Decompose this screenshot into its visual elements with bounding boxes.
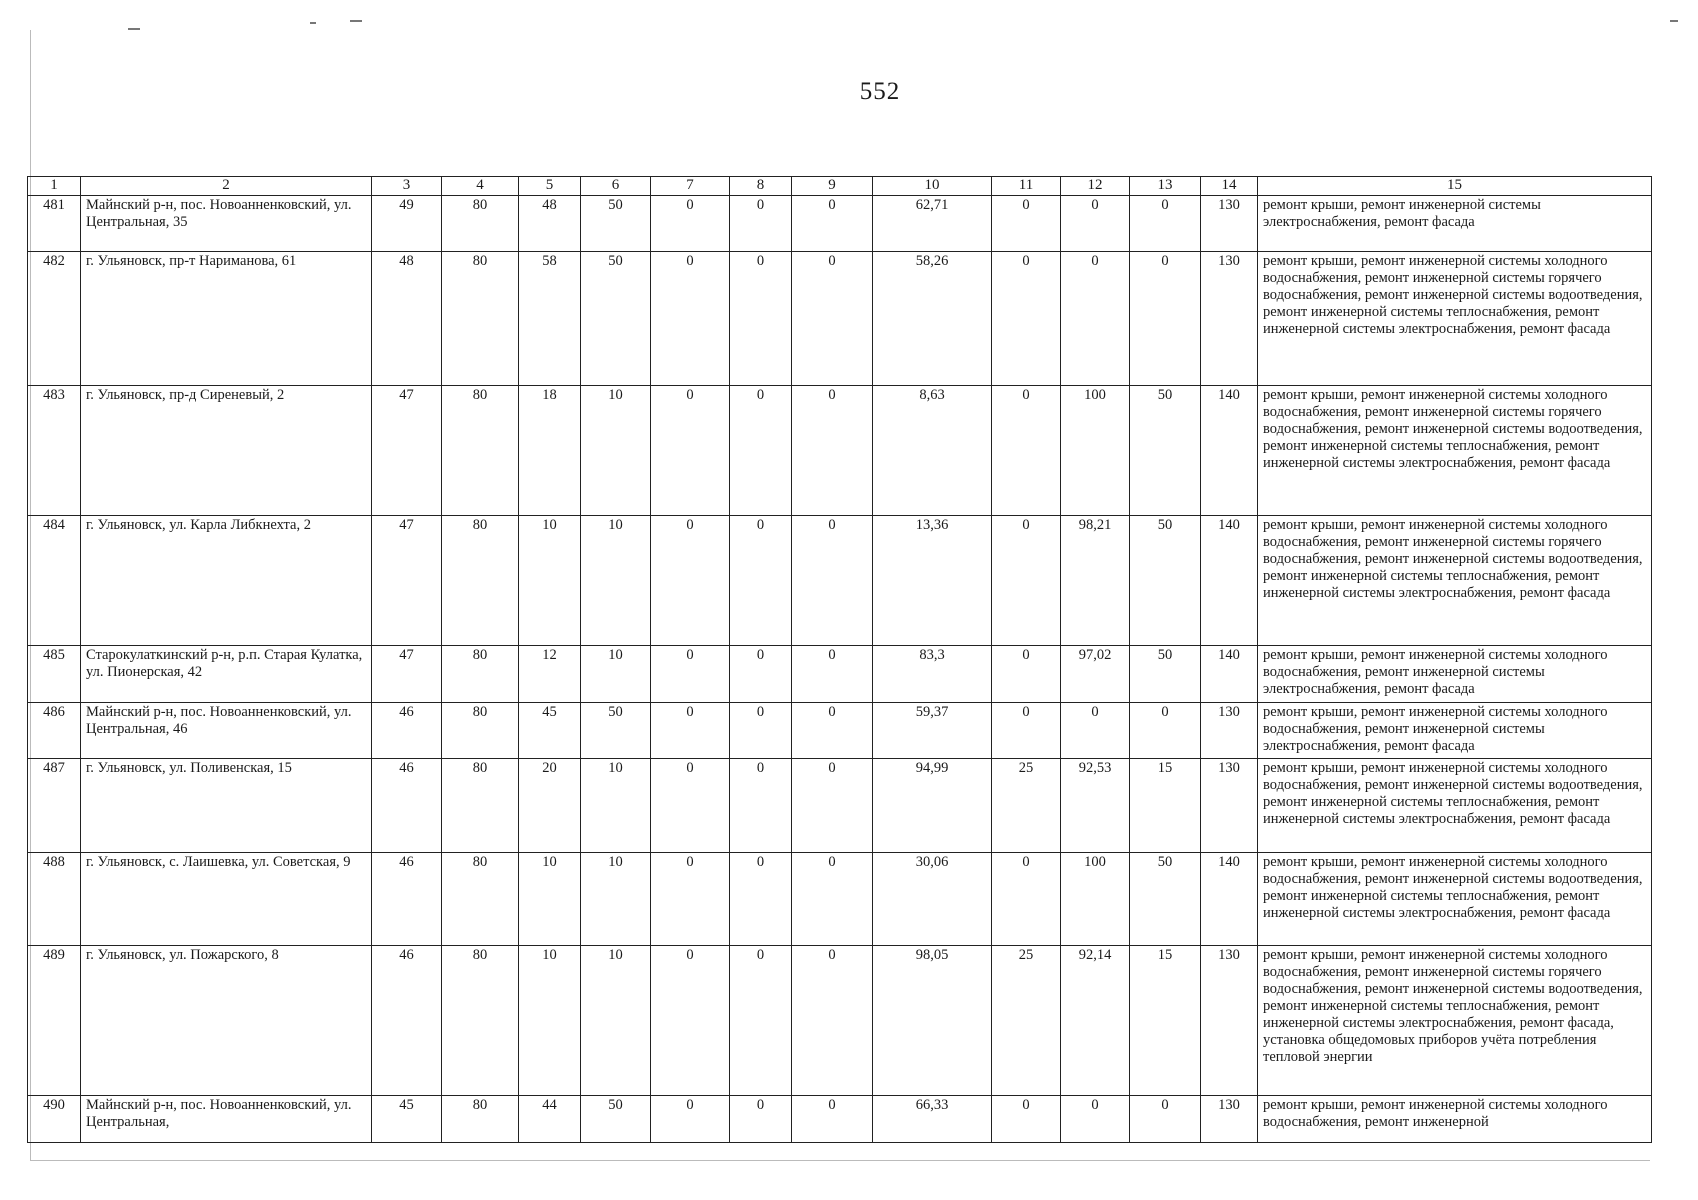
- value-cell: 140: [1201, 645, 1258, 702]
- value-cell: 13,36: [873, 515, 992, 645]
- value-cell: 0: [792, 852, 873, 945]
- table-row: [28, 251, 1652, 385]
- value-cell: 0: [992, 515, 1061, 645]
- value-cell: 0: [1061, 195, 1130, 251]
- value-cell: 80: [442, 702, 519, 758]
- value-cell: 46: [372, 945, 442, 1095]
- value-cell: 50: [1130, 852, 1201, 945]
- value-cell: 0: [1130, 195, 1201, 251]
- value-cell: 130: [1201, 1095, 1258, 1142]
- value-cell: 0: [1061, 702, 1130, 758]
- value-cell: 45: [372, 1095, 442, 1142]
- works-cell: ремонт крыши, ремонт инженерной системы электроснабжения, ремонт фасада: [1258, 195, 1652, 251]
- address-cell: г. Ульяновск, ул. Карла Либкнехта, 2: [81, 515, 372, 645]
- value-cell: 0: [651, 702, 730, 758]
- value-cell: 46: [372, 702, 442, 758]
- value-cell: 0: [730, 1095, 792, 1142]
- value-cell: 80: [442, 195, 519, 251]
- value-cell: 0: [730, 195, 792, 251]
- value-cell: 47: [372, 515, 442, 645]
- value-cell: 48: [372, 251, 442, 385]
- column-header: 5: [519, 177, 581, 196]
- value-cell: 0: [1061, 251, 1130, 385]
- table-row: [28, 1095, 1652, 1142]
- value-cell: 0: [792, 1095, 873, 1142]
- works-cell: ремонт крыши, ремонт инженерной системы холодного водоснабжения, ремонт инженерной системы горячего водоснабжения, ремонт инженерной системы водоотведения, ремонт инженерной системы теплоснабжения, ремонт инженерной системы электроснабжения, ремонт фасада: [1258, 251, 1652, 385]
- value-cell: 0: [792, 385, 873, 515]
- value-cell: 140: [1201, 852, 1258, 945]
- value-cell: 20: [519, 758, 581, 852]
- value-cell: 50: [1130, 515, 1201, 645]
- value-cell: 0: [792, 195, 873, 251]
- works-cell: ремонт крыши, ремонт инженерной системы холодного водоснабжения, ремонт инженерной: [1258, 1095, 1652, 1142]
- table-row: [28, 645, 1652, 702]
- column-header: 11: [992, 177, 1061, 196]
- value-cell: 0: [992, 385, 1061, 515]
- value-cell: 100: [1061, 852, 1130, 945]
- value-cell: 0: [730, 702, 792, 758]
- column-header: 3: [372, 177, 442, 196]
- value-cell: 0: [792, 702, 873, 758]
- row-number: 484: [28, 515, 81, 645]
- table-row: [28, 758, 1652, 852]
- value-cell: 0: [792, 945, 873, 1095]
- value-cell: 0: [1130, 702, 1201, 758]
- value-cell: 12: [519, 645, 581, 702]
- value-cell: 50: [581, 195, 651, 251]
- value-cell: 25: [992, 758, 1061, 852]
- value-cell: 0: [1061, 1095, 1130, 1142]
- value-cell: 130: [1201, 758, 1258, 852]
- page-number: 552: [859, 78, 901, 105]
- address-cell: г. Ульяновск, с. Лаишевка, ул. Советская, 9: [81, 852, 372, 945]
- value-cell: 10: [581, 852, 651, 945]
- value-cell: 80: [442, 251, 519, 385]
- value-cell: 0: [792, 758, 873, 852]
- value-cell: 10: [581, 645, 651, 702]
- value-cell: 49: [372, 195, 442, 251]
- value-cell: 10: [581, 945, 651, 1095]
- column-header: 8: [730, 177, 792, 196]
- works-cell: ремонт крыши, ремонт инженерной системы холодного водоснабжения, ремонт инженерной системы горячего водоснабжения, ремонт инженерной системы водоотведения, ремонт инженерной системы теплоснабжения, ремонт инженерной системы электроснабжения, ремонт фасада, установка общедомовых приборов учёта потребления тепловой энергии: [1258, 945, 1652, 1095]
- column-header: 12: [1061, 177, 1130, 196]
- value-cell: 80: [442, 1095, 519, 1142]
- table-row: [28, 385, 1652, 515]
- value-cell: 130: [1201, 945, 1258, 1095]
- value-cell: 80: [442, 385, 519, 515]
- value-cell: 46: [372, 758, 442, 852]
- value-cell: 10: [519, 515, 581, 645]
- column-header: 10: [873, 177, 992, 196]
- value-cell: 0: [730, 251, 792, 385]
- value-cell: 97,02: [1061, 645, 1130, 702]
- column-header: 7: [651, 177, 730, 196]
- value-cell: 0: [792, 645, 873, 702]
- table-row: [28, 852, 1652, 945]
- value-cell: 50: [581, 702, 651, 758]
- value-cell: 48: [519, 195, 581, 251]
- value-cell: 100: [1061, 385, 1130, 515]
- scan-speck: [1670, 20, 1678, 22]
- value-cell: 50: [581, 251, 651, 385]
- value-cell: 0: [651, 645, 730, 702]
- works-cell: ремонт крыши, ремонт инженерной системы холодного водоснабжения, ремонт инженерной системы электроснабжения, ремонт фасада: [1258, 702, 1652, 758]
- row-number: 483: [28, 385, 81, 515]
- row-number: 490: [28, 1095, 81, 1142]
- value-cell: 0: [651, 195, 730, 251]
- value-cell: 0: [651, 1095, 730, 1142]
- value-cell: 0: [730, 945, 792, 1095]
- address-cell: Старокулаткинский р-н, р.п. Старая Кулатка, ул. Пионерская, 42: [81, 645, 372, 702]
- value-cell: 0: [792, 515, 873, 645]
- value-cell: 0: [651, 251, 730, 385]
- value-cell: 140: [1201, 385, 1258, 515]
- housing-repair-table: [27, 176, 1652, 1143]
- value-cell: 47: [372, 645, 442, 702]
- row-number: 488: [28, 852, 81, 945]
- value-cell: 80: [442, 945, 519, 1095]
- row-number: 485: [28, 645, 81, 702]
- column-header: 15: [1258, 177, 1652, 196]
- address-cell: Майнский р-н, пос. Новоанненковский, ул. Центральная,: [81, 1095, 372, 1142]
- works-cell: ремонт крыши, ремонт инженерной системы холодного водоснабжения, ремонт инженерной системы электроснабжения, ремонт фасада: [1258, 645, 1652, 702]
- column-header: 6: [581, 177, 651, 196]
- value-cell: 0: [651, 385, 730, 515]
- address-cell: г. Ульяновск, ул. Поливенская, 15: [81, 758, 372, 852]
- value-cell: 15: [1130, 758, 1201, 852]
- value-cell: 58,26: [873, 251, 992, 385]
- column-header: 13: [1130, 177, 1201, 196]
- value-cell: 140: [1201, 515, 1258, 645]
- value-cell: 66,33: [873, 1095, 992, 1142]
- value-cell: 130: [1201, 251, 1258, 385]
- value-cell: 59,37: [873, 702, 992, 758]
- row-number: 486: [28, 702, 81, 758]
- value-cell: 83,3: [873, 645, 992, 702]
- scan-edge-bottom: [30, 1160, 1650, 1161]
- column-header: 1: [28, 177, 81, 196]
- value-cell: 92,53: [1061, 758, 1130, 852]
- scan-speck: [128, 28, 140, 30]
- value-cell: 130: [1201, 702, 1258, 758]
- table-row: [28, 515, 1652, 645]
- value-cell: 10: [519, 852, 581, 945]
- value-cell: 80: [442, 758, 519, 852]
- value-cell: 80: [442, 645, 519, 702]
- address-cell: г. Ульяновск, ул. Пожарского, 8: [81, 945, 372, 1095]
- scan-speck: [310, 22, 316, 24]
- value-cell: 0: [992, 702, 1061, 758]
- address-cell: Майнский р-н, пос. Новоанненковский, ул. Центральная, 35: [81, 195, 372, 251]
- row-number: 482: [28, 251, 81, 385]
- column-header: 2: [81, 177, 372, 196]
- value-cell: 0: [730, 758, 792, 852]
- table-row: [28, 195, 1652, 251]
- value-cell: 0: [992, 1095, 1061, 1142]
- value-cell: 92,14: [1061, 945, 1130, 1095]
- value-cell: 98,21: [1061, 515, 1130, 645]
- value-cell: 0: [992, 852, 1061, 945]
- value-cell: 94,99: [873, 758, 992, 852]
- value-cell: 80: [442, 515, 519, 645]
- table-row: [28, 702, 1652, 758]
- row-number: 481: [28, 195, 81, 251]
- value-cell: 0: [730, 852, 792, 945]
- value-cell: 25: [992, 945, 1061, 1095]
- value-cell: 0: [992, 195, 1061, 251]
- value-cell: 30,06: [873, 852, 992, 945]
- value-cell: 10: [581, 515, 651, 645]
- value-cell: 10: [581, 758, 651, 852]
- value-cell: 0: [651, 852, 730, 945]
- value-cell: 0: [651, 945, 730, 1095]
- value-cell: 0: [730, 645, 792, 702]
- value-cell: 15: [1130, 945, 1201, 1095]
- value-cell: 62,71: [873, 195, 992, 251]
- value-cell: 50: [1130, 385, 1201, 515]
- value-cell: 0: [651, 758, 730, 852]
- works-cell: ремонт крыши, ремонт инженерной системы холодного водоснабжения, ремонт инженерной системы горячего водоснабжения, ремонт инженерной системы водоотведения, ремонт инженерной системы теплоснабжения, ремонт инженерной системы электроснабжения, ремонт фасада: [1258, 515, 1652, 645]
- value-cell: 0: [792, 251, 873, 385]
- value-cell: 45: [519, 702, 581, 758]
- value-cell: 8,63: [873, 385, 992, 515]
- value-cell: 58: [519, 251, 581, 385]
- value-cell: 130: [1201, 195, 1258, 251]
- column-header: 14: [1201, 177, 1258, 196]
- value-cell: 18: [519, 385, 581, 515]
- scan-speck: [350, 20, 362, 22]
- address-cell: г. Ульяновск, пр-д Сиреневый, 2: [81, 385, 372, 515]
- address-cell: г. Ульяновск, пр-т Нариманова, 61: [81, 251, 372, 385]
- value-cell: 0: [992, 645, 1061, 702]
- value-cell: 0: [1130, 251, 1201, 385]
- works-cell: ремонт крыши, ремонт инженерной системы холодного водоснабжения, ремонт инженерной системы водоотведения, ремонт инженерной системы теплоснабжения, ремонт инженерной системы электроснабжения, ремонт фасада: [1258, 852, 1652, 945]
- column-header: 9: [792, 177, 873, 196]
- value-cell: 0: [651, 515, 730, 645]
- address-cell: Майнский р-н, пос. Новоанненковский, ул. Центральная, 46: [81, 702, 372, 758]
- value-cell: 0: [730, 515, 792, 645]
- value-cell: 44: [519, 1095, 581, 1142]
- column-header: 4: [442, 177, 519, 196]
- value-cell: 0: [730, 385, 792, 515]
- works-cell: ремонт крыши, ремонт инженерной системы холодного водоснабжения, ремонт инженерной системы водоотведения, ремонт инженерной системы теплоснабжения, ремонт инженерной системы электроснабжения, ремонт фасада: [1258, 758, 1652, 852]
- row-number: 489: [28, 945, 81, 1095]
- value-cell: 80: [442, 852, 519, 945]
- value-cell: 47: [372, 385, 442, 515]
- row-number: 487: [28, 758, 81, 852]
- value-cell: 10: [519, 945, 581, 1095]
- value-cell: 0: [1130, 1095, 1201, 1142]
- value-cell: 10: [581, 385, 651, 515]
- value-cell: 46: [372, 852, 442, 945]
- column-number-header: [28, 177, 1652, 196]
- value-cell: 50: [1130, 645, 1201, 702]
- table-row: [28, 945, 1652, 1095]
- value-cell: 0: [992, 251, 1061, 385]
- works-cell: ремонт крыши, ремонт инженерной системы холодного водоснабжения, ремонт инженерной системы горячего водоснабжения, ремонт инженерной системы водоотведения, ремонт инженерной системы теплоснабжения, ремонт инженерной системы электроснабжения, ремонт фасада: [1258, 385, 1652, 515]
- value-cell: 50: [581, 1095, 651, 1142]
- value-cell: 98,05: [873, 945, 992, 1095]
